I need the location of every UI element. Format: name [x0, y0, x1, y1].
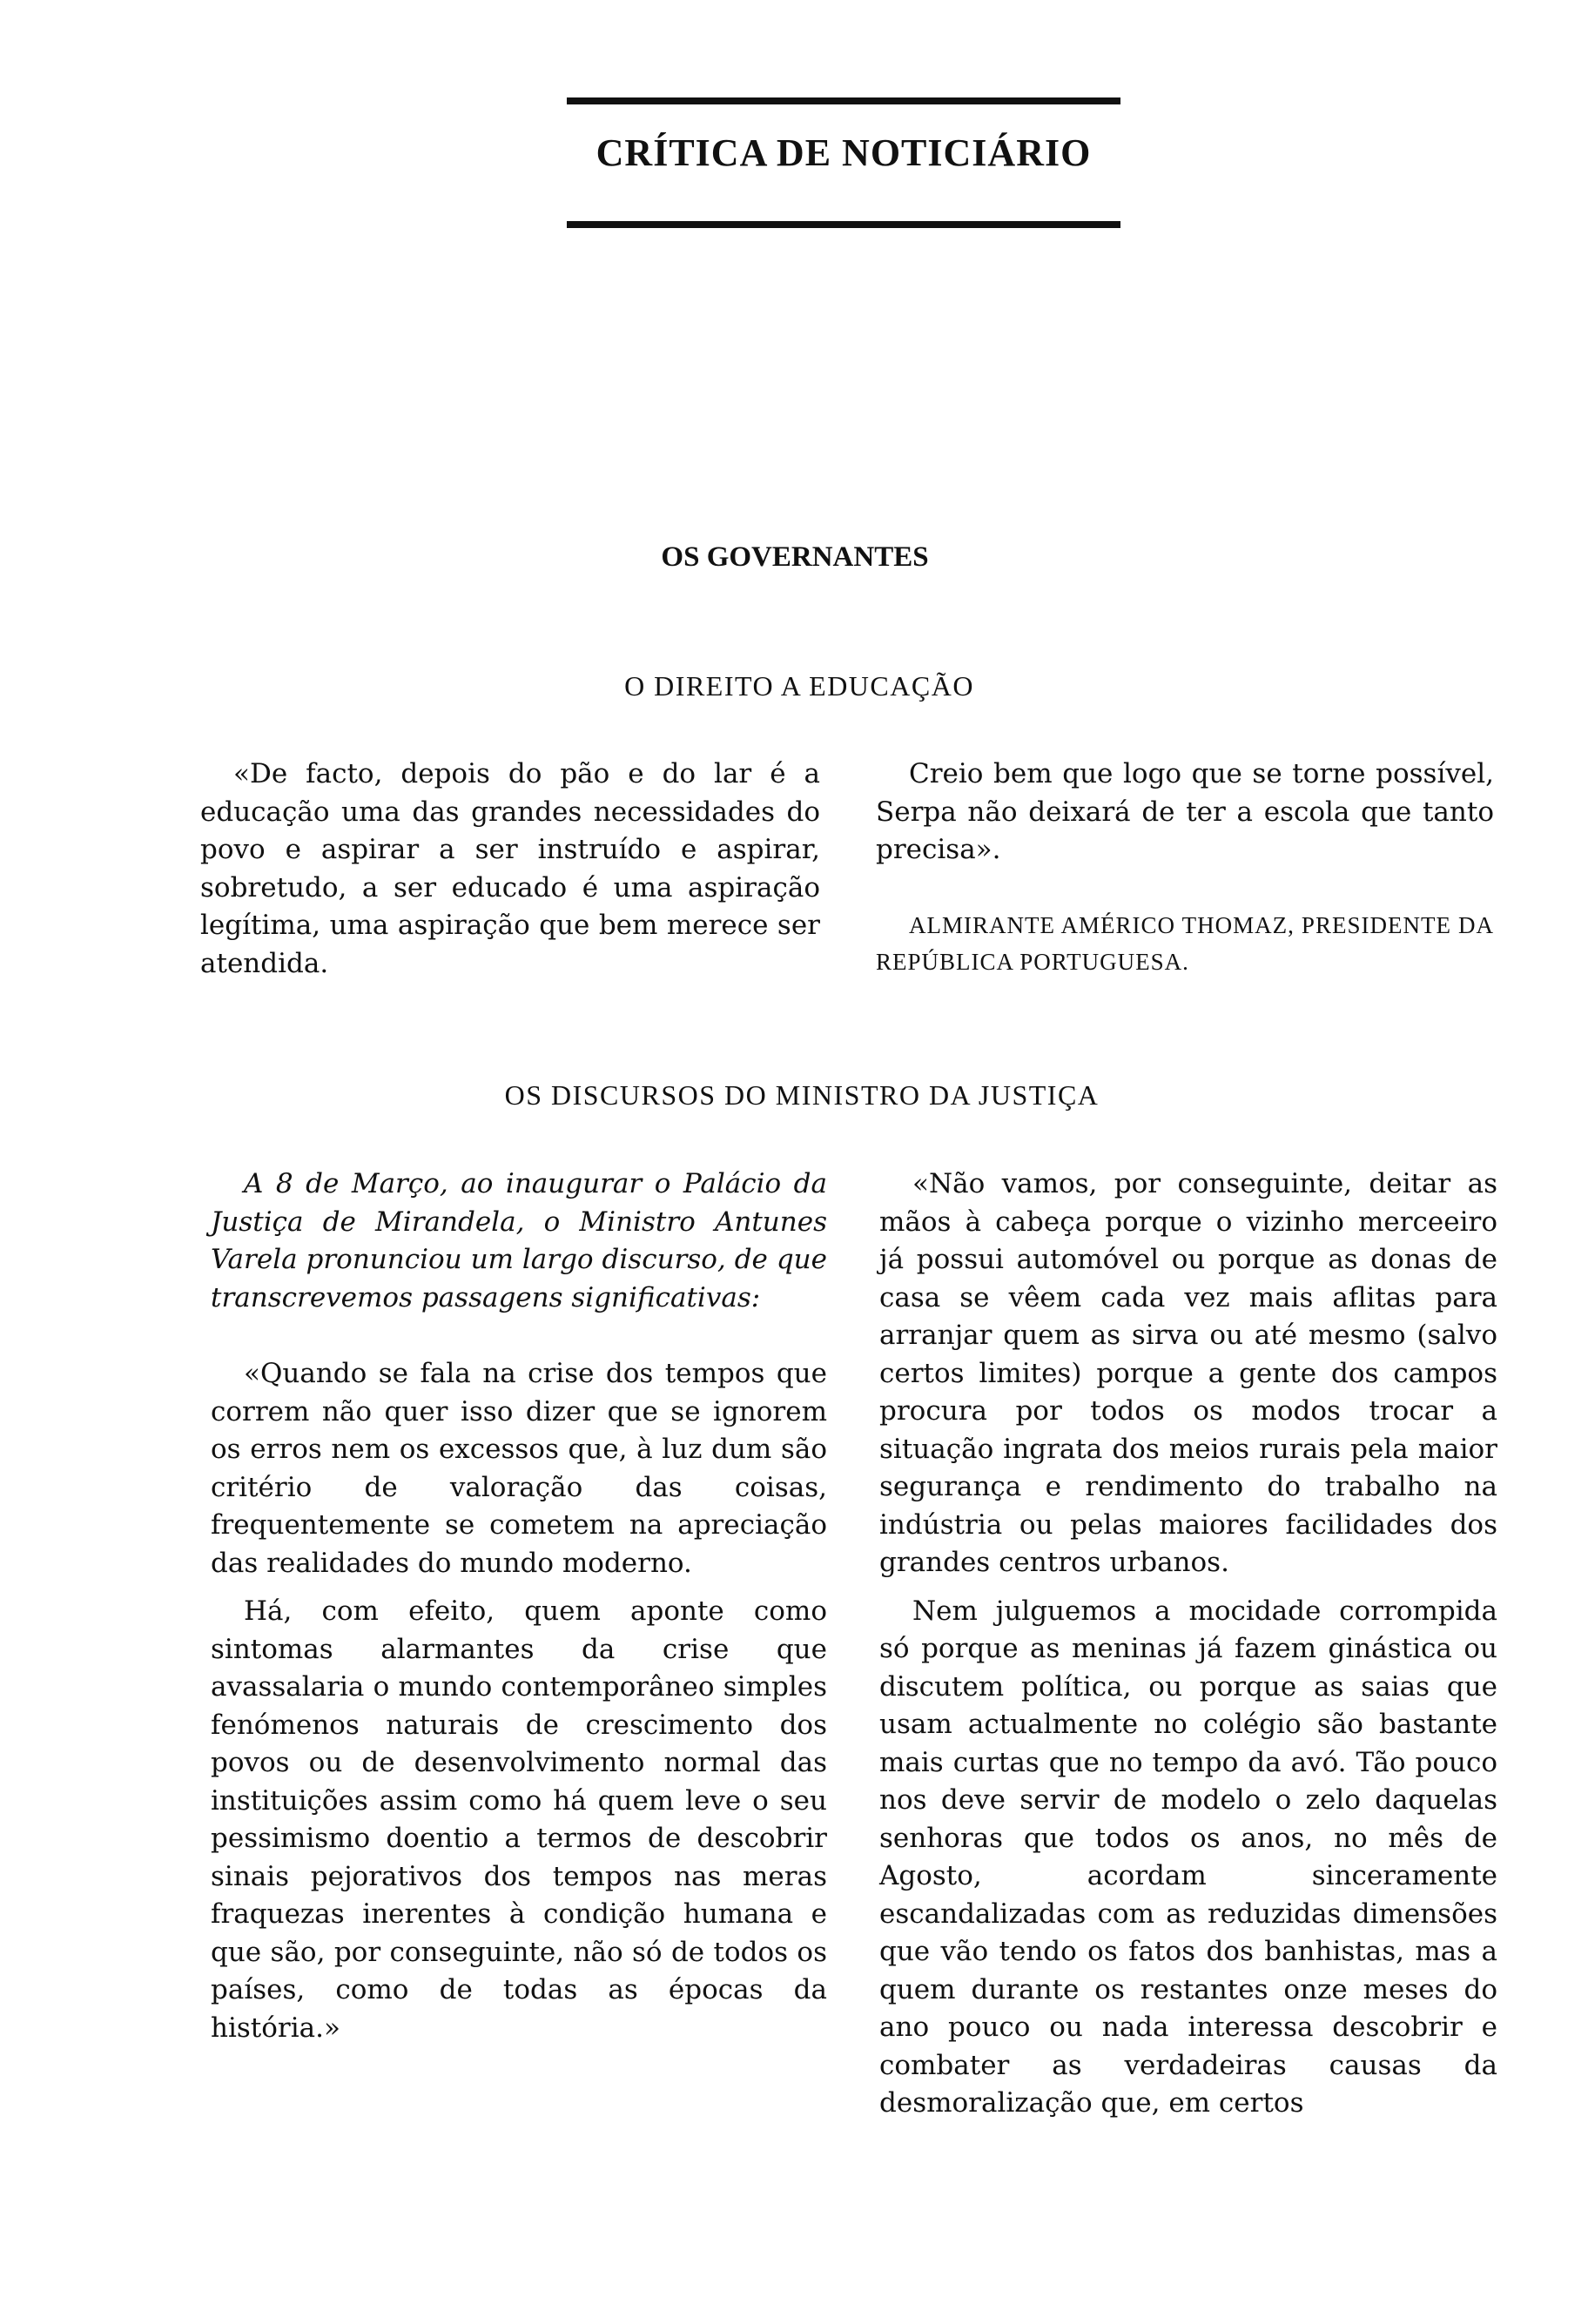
speech-paragraph: «Quando se fala na crise dos tempos que correm não quer isso dizer que se ignorem os erros nem os excessos que, à luz dum são critério de valoração das coisas, frequentemente se cometem na apreciação das realidades do mundo moderno.: [211, 1358, 827, 1579]
header-rule-bottom: [567, 221, 1120, 228]
speech-paragraph: Há, com efeito, quem aponte como sintomas alarmantes da crise que avassalaria o mundo contemporâneo simples fenómenos naturais de crescimento dos povos ou de desenvolvimento normal das instituições assim como há quem leve o seu pessimismo doentio a termos de descobrir sinais pejorativos dos tempos nas meras fraquezas inerentes à condição humana e que são, por conseguinte, não só de todos os países, como de todas as épocas da história.»: [211, 1595, 827, 2044]
speech-paragraph: Nem julguemos a mocidade corrompida só porque as meninas já fazem ginástica ou discutem política, ou porque as saias que usam actualmente no colégio são bastante mais curtas que no tempo da avó. Tão pouco nos deve servir de modelo o zelo daquelas senhoras que todos os anos, no mês de Agosto, acordam sinceramente escandalizadas com as reduzidas dimensões que vão tendo os fatos dos banhistas, mas a quem durante os restantes onze meses do ano pouco ou nada interessa descobrir e combater as verdadeiras causas da desmoralização que, em certos: [879, 1595, 1497, 2119]
page-title: CRÍTICA DE NOTICIÁRIO: [596, 131, 1092, 174]
subheading-direito-educacao: O DIREITO A EDUCAÇÃO: [624, 670, 974, 702]
section-heading-governantes: OS GOVERNANTES: [661, 541, 929, 573]
section2-right-column: [879, 1165, 1497, 2123]
speech-paragraph: «Não vamos, por conseguinte, deitar as mãos à cabeça porque o vizinho merceeiro já possui automóvel ou porque as donas de casa se vêem cada vez mais aflitas para arranjar quem as sirva ou até mesmo (salvo certos limites) porque a gente dos campos procura por todos os modos trocar a situação ingrata dos meios rurais pela maior segurança e rendimento do trabalho na indústria ou pelas maiores facilidades dos grandes centros urbanos.: [879, 1168, 1497, 1578]
section1-right-column: [876, 756, 1494, 980]
section-heading-discursos: OS DISCURSOS DO MINISTRO DA JUSTIÇA: [504, 1079, 1100, 1111]
signature-line: ALMIRANTE AMÉRICO THOMAZ, PRESIDENTE DA REPÚBLICA PORTUGUESA.: [876, 911, 1494, 975]
quote-paragraph: Creio bem que logo que se torne possível, Serpa não deixará de ter a escola que tanto precisa».: [876, 758, 1494, 865]
section1-left-column: [200, 756, 820, 983]
quote-paragraph: «De facto, depois do pão e do lar é a educação uma das grandes necessidades do povo e aspirar a ser instruído e aspirar, sobretudo, a ser educado é uma aspiração legítima, uma aspiração que bem merece ser atendida.: [200, 758, 820, 979]
section2-left-column: [211, 1165, 827, 2047]
intro-paragraph: A 8 de Março, ao inaugurar o Palácio da Justiça de Mirandela, o Ministro Antunes Varela pronunciou um largo discurso, de que transcrevemos passagens significativas:: [211, 1168, 827, 1313]
header-rule-top: [567, 97, 1120, 104]
